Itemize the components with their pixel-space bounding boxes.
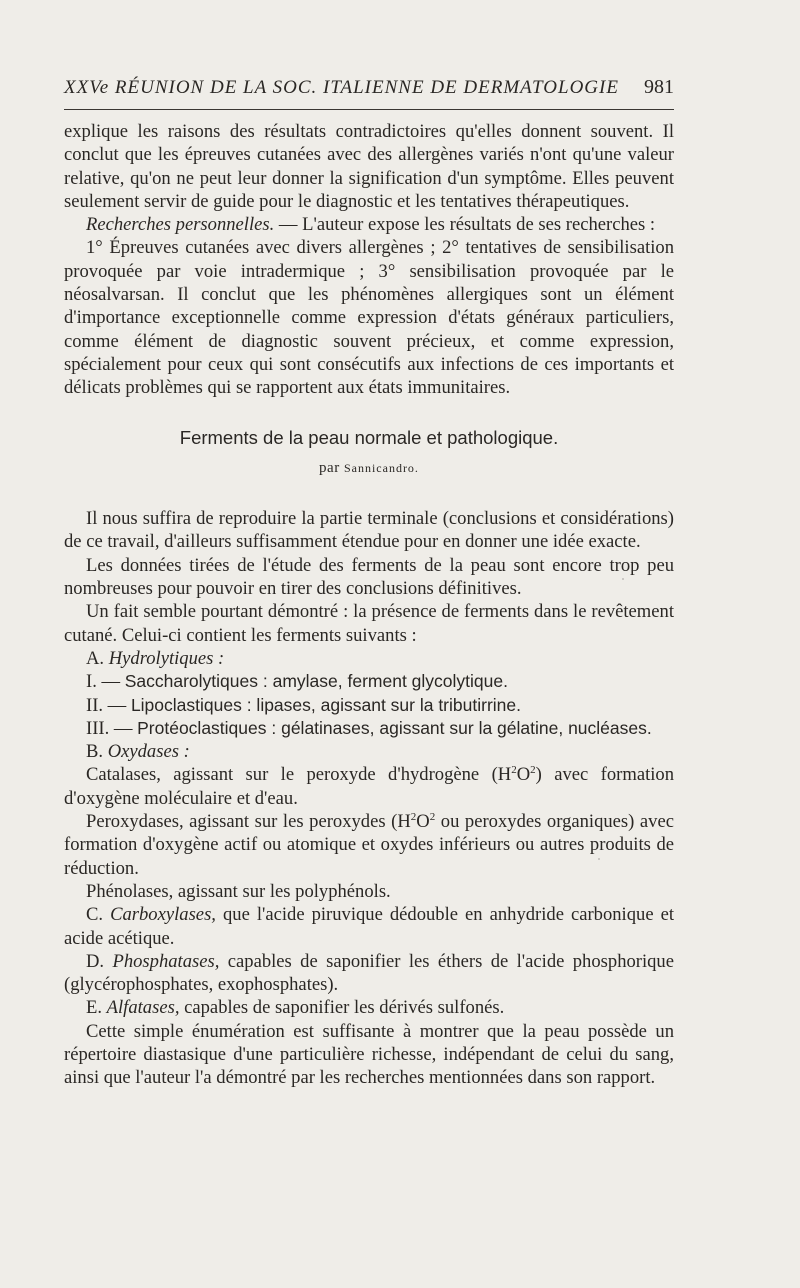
- page-number: 981: [644, 76, 674, 98]
- phenolases-paragraph: Phénolases, agissant sur les polyphénols.: [86, 880, 391, 902]
- list-title-b: Oxydases :: [107, 741, 190, 763]
- list-title-a: Hydrolytiques :: [108, 647, 225, 669]
- list-title-e: Alfatases,: [106, 997, 180, 1019]
- peroxydases-paragraph: [64, 810, 674, 880]
- intro-paragraph-3: 1° Épreuves cutanées avec divers allergènes ; 2° tentatives de sensibilisation provoquée par voie intradermique ; 3° sensibilisation provoquée par le néosalvarsan. Il conclut que les phénomènes allergiques sont un élément d'importance exceptionnelle comme expression d'états généraux particuliers, comme élément de diagnostic souvent précieux, et comme expression, spécialement pour ceux qui sont consécutifs aux infections de ces importants et délicats problèmes qui se rapportent aux états immunitaires.: [64, 237, 674, 399]
- list-label-a: A.: [86, 647, 109, 669]
- perox-sup-2: 2: [429, 810, 436, 823]
- perox-sup-1: 2: [410, 810, 417, 823]
- list-text-e: capables de saponifier les dérivés sulfonés.: [179, 997, 505, 1019]
- list-label-iii: III. —: [86, 717, 138, 739]
- main-paragraph-1: Il nous suffira de reproduire la partie terminale (conclusions et considérations) de ce travail, d'ailleurs suffisamment étendue pour en donner une idée exacte.: [64, 508, 674, 553]
- perox-text-2: O: [416, 811, 430, 833]
- section-title: Ferments de la peau normale et pathologique.: [179, 426, 559, 448]
- list-text-iii: Protéoclastiques : gélatinases, agissant sur la gélatine, nucléases.: [137, 717, 652, 738]
- list-text-d: capables de saponifier les éthers de l'acide phosphorique (glycérophosphates, exophosphates).: [64, 950, 674, 996]
- catalases-paragraph: [64, 763, 674, 810]
- running-title: XXVe RÉUNION DE LA SOC. ITALIENNE DE DERMATOLOGIE: [64, 77, 619, 98]
- list-item-ii: [64, 694, 674, 717]
- main-paragraph-3: Un fait semble pourtant démontré : la présence de ferments dans le revêtement cutané. Celui-ci contient les ferments suivants :: [64, 601, 674, 646]
- list-label-ii: II. —: [86, 694, 131, 716]
- catalases-text-2: O: [516, 764, 531, 786]
- list-item-d: [64, 950, 674, 997]
- list-label-i: I. —: [86, 671, 125, 693]
- byline-prefix: par: [319, 459, 344, 476]
- perox-text-1: Peroxydases, agissant sur les peroxydes (H: [86, 811, 411, 833]
- list-heading-b: [64, 740, 674, 763]
- byline: [64, 457, 674, 480]
- intro-paragraph-1: explique les raisons des résultats contradictoires qu'elles donnent souvent. Il conclut que les épreuves cutanées avec des allergènes variés n'ont qu'une valeur relative, qu'on ne peut leur donner la signification d'un symptôme. Elles peuvent seulement servir de guide pour le diagnostic et les tentatives thérapeutiques.: [64, 121, 674, 212]
- closing-paragraph: Cette simple énumération est suffisante à montrer que la peau possède un répertoire diastasique d'une particulière richesse, indépendant de celui du sang, ainsi que l'auteur l'a démontré par les recherches mentionnées dans son rapport.: [64, 1020, 674, 1089]
- catalases-sup-1: 2: [511, 764, 517, 777]
- perox-text-3: ou peroxydes organiques) avec formation d'oxygène actif ou atomique et oxydes inférieurs ou autres produits de réduction.: [64, 811, 674, 879]
- catalases-sup-2: 2: [530, 764, 536, 777]
- list-label-e: E.: [86, 997, 107, 1019]
- print-speck: [545, 540, 547, 542]
- print-speck: [598, 858, 600, 860]
- list-label-c: C.: [86, 904, 111, 926]
- list-item-iii: [64, 717, 674, 740]
- text-body: [64, 120, 674, 1090]
- list-text-i: Saccharolytiques : amylase, ferment glycolytique.: [124, 671, 508, 692]
- subheading-recherches: Recherches personnelles.: [86, 214, 275, 236]
- list-label-b: B.: [86, 741, 108, 763]
- page: [64, 76, 674, 1090]
- catalases-text-3: ) avec formation d'oxygène moléculaire et d'eau.: [64, 764, 674, 809]
- author-name: Sannicandro.: [343, 460, 419, 475]
- list-title-d: Phosphatases,: [112, 950, 220, 972]
- list-item-e: [64, 996, 674, 1019]
- list-item-i: [64, 670, 674, 693]
- list-text-ii: Lipoclastiques : lipases, agissant sur la tributirrine.: [130, 694, 521, 715]
- list-heading-a: [64, 647, 674, 670]
- intro-paragraph-2: [64, 213, 674, 236]
- print-speck: [622, 578, 624, 580]
- list-item-c: [64, 903, 674, 950]
- list-text-c: que l'acide piruvique dédouble en anhydride carbonique et acide acétique.: [64, 904, 675, 949]
- list-title-c: Carboxylases,: [110, 904, 216, 926]
- list-label-d: D.: [86, 950, 113, 972]
- running-header: [64, 76, 674, 110]
- catalases-text-1: Catalases, agissant sur le peroxyde d'hydrogène (H: [86, 764, 512, 786]
- main-paragraph-2: Les données tirées de l'étude des ferments de la peau sont encore trop peu nombreuses pour pouvoir en tirer des conclusions définitives.: [64, 554, 674, 600]
- intro-paragraph-2-text: — L'auteur expose les résultats de ses recherches :: [274, 214, 656, 236]
